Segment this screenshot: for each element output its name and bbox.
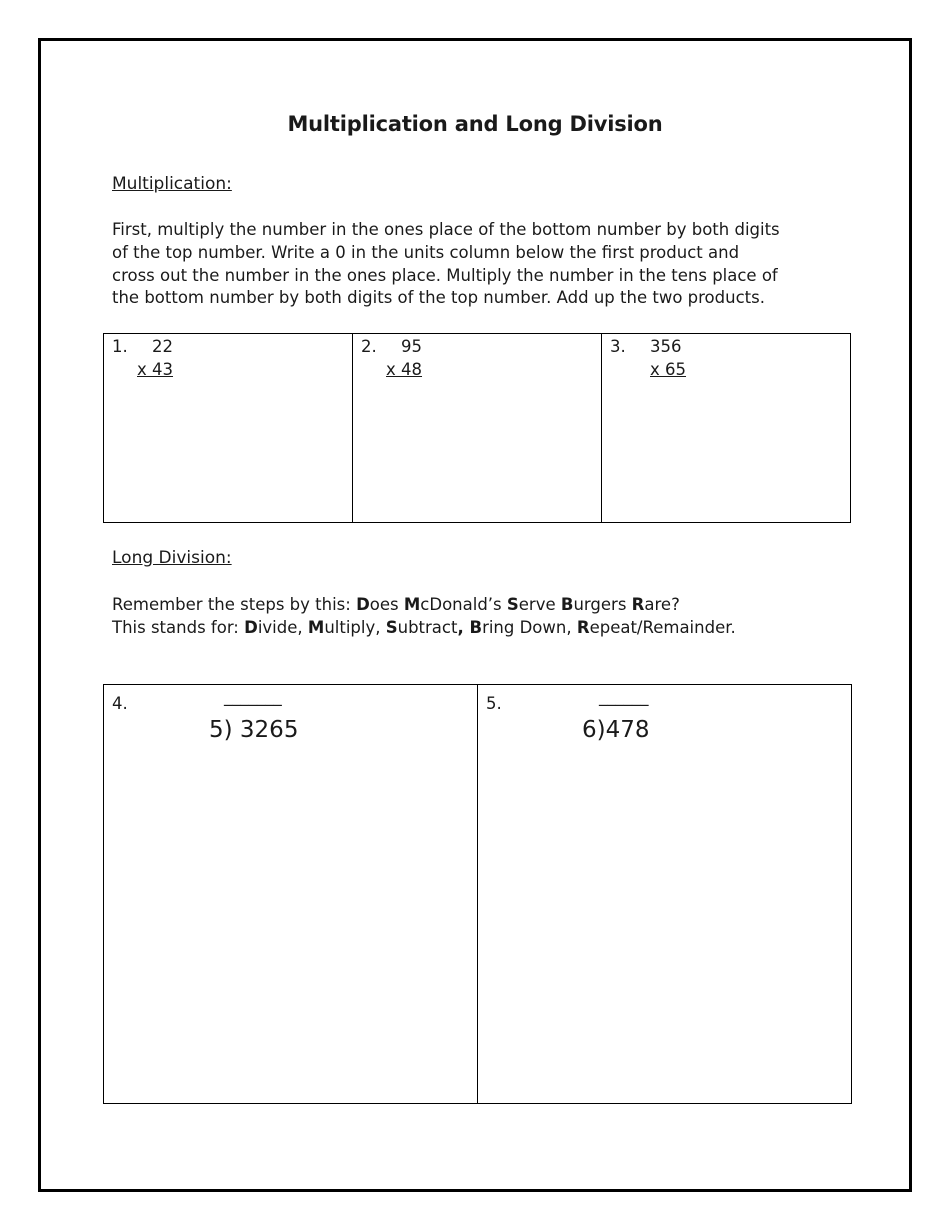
- top-number: 22: [152, 337, 173, 356]
- problem-cell[interactable]: [602, 334, 851, 523]
- meaning-word: ring Down,: [482, 618, 577, 637]
- mnemonic-initial: D: [356, 595, 370, 614]
- meaning-word: epeat/Remainder.: [589, 618, 736, 637]
- page-title: Multiplication and Long Division: [287, 112, 663, 136]
- bottom-number: x 48: [386, 360, 423, 379]
- mnemonic-initial: R: [631, 595, 645, 614]
- mnemonic-word: cDonald’s: [420, 595, 507, 614]
- mnemonic-line: [112, 593, 842, 616]
- division-expression: 6)478: [582, 717, 650, 743]
- long-division-steps: [112, 593, 842, 639]
- meaning-line: [112, 616, 842, 639]
- meaning-initial: M: [307, 618, 325, 637]
- quotient-line: ______: [599, 687, 649, 706]
- meaning-initial: D: [244, 618, 258, 637]
- mnemonic-word: oes: [369, 595, 404, 614]
- problem-cell[interactable]: [478, 685, 852, 1104]
- meaning-word: ultiply,: [324, 618, 386, 637]
- problem-number: 1.: [112, 337, 128, 356]
- multiplication-problems-table: [103, 333, 851, 523]
- problem-number: 3.: [610, 337, 626, 356]
- mnemonic-word: urgers: [573, 595, 632, 614]
- meaning-initial: , B: [457, 618, 483, 637]
- problem-number: 2.: [361, 337, 377, 356]
- multiplication-instructions: [112, 219, 842, 310]
- meaning-initial: S: [385, 618, 398, 637]
- bottom-number: x 65: [650, 360, 687, 379]
- mnemonic-initial: S: [506, 595, 519, 614]
- problem-number: 5.: [486, 694, 502, 713]
- mnemonic-word: are?: [644, 595, 680, 614]
- meaning-word: ubtract: [397, 618, 458, 637]
- problem-cell[interactable]: [353, 334, 602, 523]
- instruction-line: the bottom number by both digits of the top number. Add up the two products.: [112, 288, 765, 308]
- instruction-line: of the top number. Write a 0 in the units column below the first product and: [112, 242, 740, 262]
- problem-cell[interactable]: [104, 334, 353, 523]
- bottom-number: x 43: [137, 360, 174, 379]
- top-number: 95: [401, 337, 422, 356]
- problem-number: 4.: [112, 694, 128, 713]
- instruction-line: cross out the number in the ones place. Multiply the number in the tens place of: [112, 265, 778, 285]
- meaning-initial: R: [576, 618, 590, 637]
- quotient-line: _______: [224, 687, 282, 706]
- long-division-problems-table: [103, 684, 852, 1104]
- multiplication-heading: Multiplication:: [112, 174, 232, 194]
- mnemonic-word: erve: [518, 595, 561, 614]
- meaning-word: ivide,: [257, 618, 308, 637]
- mnemonic-intro: Remember the steps by this:: [112, 595, 357, 614]
- mnemonic-initial: M: [403, 595, 421, 614]
- long-division-heading: Long Division:: [112, 548, 232, 568]
- instruction-line: First, multiply the number in the ones place of the bottom number by both digits: [112, 220, 780, 239]
- meaning-intro: This stands for:: [112, 618, 245, 637]
- problem-cell[interactable]: [104, 685, 478, 1104]
- top-number: 356: [650, 337, 682, 356]
- mnemonic-initial: B: [560, 595, 574, 614]
- division-expression: 5) 3265: [209, 717, 299, 743]
